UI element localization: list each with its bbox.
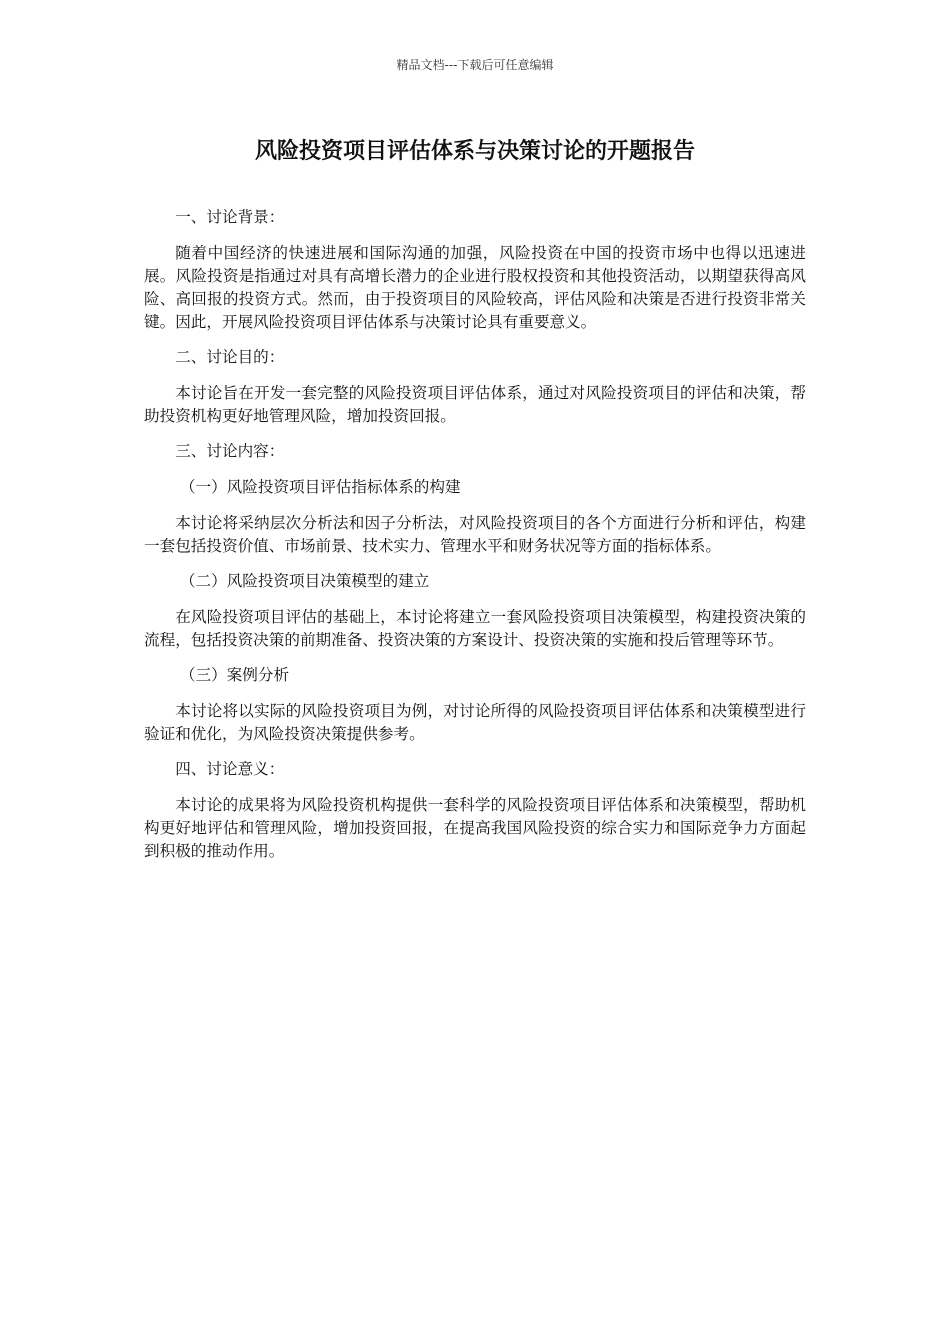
section-heading-content: 三、讨论内容： bbox=[175, 442, 285, 460]
subsection-body-indicator-system: 本讨论将采纳层次分析法和因子分析法，对风险投资项目的各个方面进行分析和评估，构建一套包括投资价值、市场前景、技术实力、管理水平和财务状况等方面的指标体系。 bbox=[144, 514, 806, 555]
section-body-purpose: 本讨论旨在开发一套完整的风险投资项目评估体系，通过对风险投资项目的评估和决策，帮助投资机构更好地管理风险，增加投资回报。 bbox=[144, 384, 806, 425]
section-heading-background: 一、讨论背景： bbox=[175, 208, 285, 226]
subsection-body-decision-model: 在风险投资项目评估的基础上，本讨论将建立一套风险投资项目决策模型，构建投资决策的流程，包括投资决策的前期准备、投资决策的方案设计、投资决策的实施和投后管理等环节。 bbox=[144, 608, 806, 649]
section-heading-purpose: 二、讨论目的： bbox=[175, 348, 285, 366]
header-note: 精品文档---下载后可任意编辑 bbox=[396, 58, 554, 72]
subsection-body-case-study: 本讨论将以实际的风险投资项目为例，对讨论所得的风险投资项目评估体系和决策模型进行验证和优化，为风险投资决策提供参考。 bbox=[144, 702, 806, 743]
section-body-background: 随着中国经济的快速进展和国际沟通的加强，风险投资在中国的投资市场中也得以迅速进展。风险投资是指通过对具有高增长潜力的企业进行股权投资和其他投资活动，以期望获得高风险、高回报的投资方式。然而，由于投资项目的风险较高，评估风险和决策是否进行投资非常关键。因此，开展风险投资项目评估体系与决策讨论具有重要意义。 bbox=[144, 244, 806, 331]
subsection-heading-decision-model: （二）风险投资项目决策模型的建立 bbox=[179, 572, 430, 590]
section-heading-significance: 四、讨论意义： bbox=[175, 760, 285, 778]
document-title: 风险投资项目评估体系与决策讨论的开题报告 bbox=[254, 139, 695, 164]
document-body bbox=[144, 206, 806, 875]
subsection-heading-indicator-system: （一）风险投资项目评估指标体系的构建 bbox=[179, 478, 461, 496]
subsection-heading-case-study: （三）案例分析 bbox=[179, 666, 290, 684]
section-body-significance: 本讨论的成果将为风险投资机构提供一套科学的风险投资项目评估体系和决策模型，帮助机构更好地评估和管理风险，增加投资回报，在提高我国风险投资的综合实力和国际竞争力方面起到积极的推动作用。 bbox=[144, 796, 806, 860]
